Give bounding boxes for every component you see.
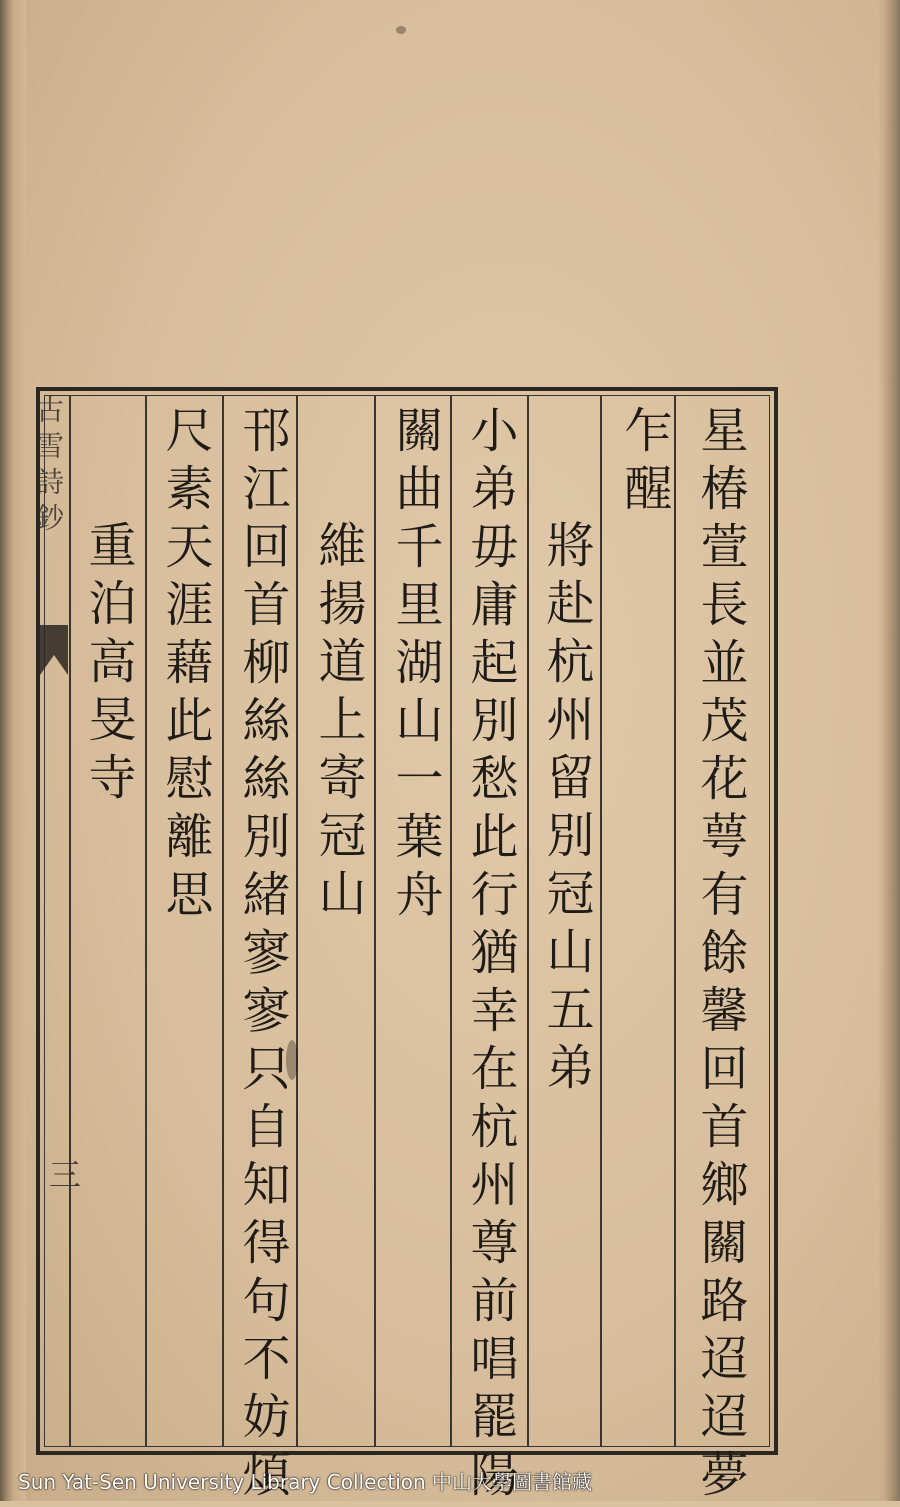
ink-spot [286, 1040, 298, 1080]
text-column-2: 乍醒 [616, 405, 672, 521]
text-column-9: 重泊高旻寺 [80, 520, 136, 810]
watermark-footer: Sun Yat-Sen University Library Collection 中山大學圖書館藏 [18, 1470, 593, 1494]
text-column-3: 將赴杭州留別冠山五弟 [538, 520, 594, 1100]
column-rule [296, 396, 298, 1446]
spine-page-number: 三 [44, 1158, 82, 1190]
ink-spot [396, 26, 406, 34]
text-column-7: 邗江回首柳絲絲別緒寥寥只自知得句不妨煩 [234, 405, 290, 1507]
text-column-6: 維揚道上寄冠山 [310, 520, 366, 926]
page-shadow [878, 0, 900, 1501]
text-column-1: 星椿萱長並茂花萼有餘馨回首鄉關路迢迢夢 [692, 405, 748, 1507]
column-rule [527, 396, 529, 1446]
text-column-5: 關曲千里湖山一葉舟 [387, 405, 443, 927]
spine-title: 古雪詩鈔 [32, 395, 65, 539]
column-rule [450, 396, 452, 1446]
book-edge [0, 0, 26, 1501]
column-rule [374, 396, 376, 1446]
column-rule [600, 396, 602, 1446]
text-column-4: 小弟毋庸起別愁此行猶幸在杭州尊前唱罷陽 [462, 405, 518, 1507]
column-rule [222, 396, 224, 1446]
text-column-8: 尺素天涯藉此慰離思 [157, 405, 213, 927]
column-rule [674, 396, 676, 1446]
column-rule [69, 396, 71, 1446]
column-rule [145, 396, 147, 1446]
